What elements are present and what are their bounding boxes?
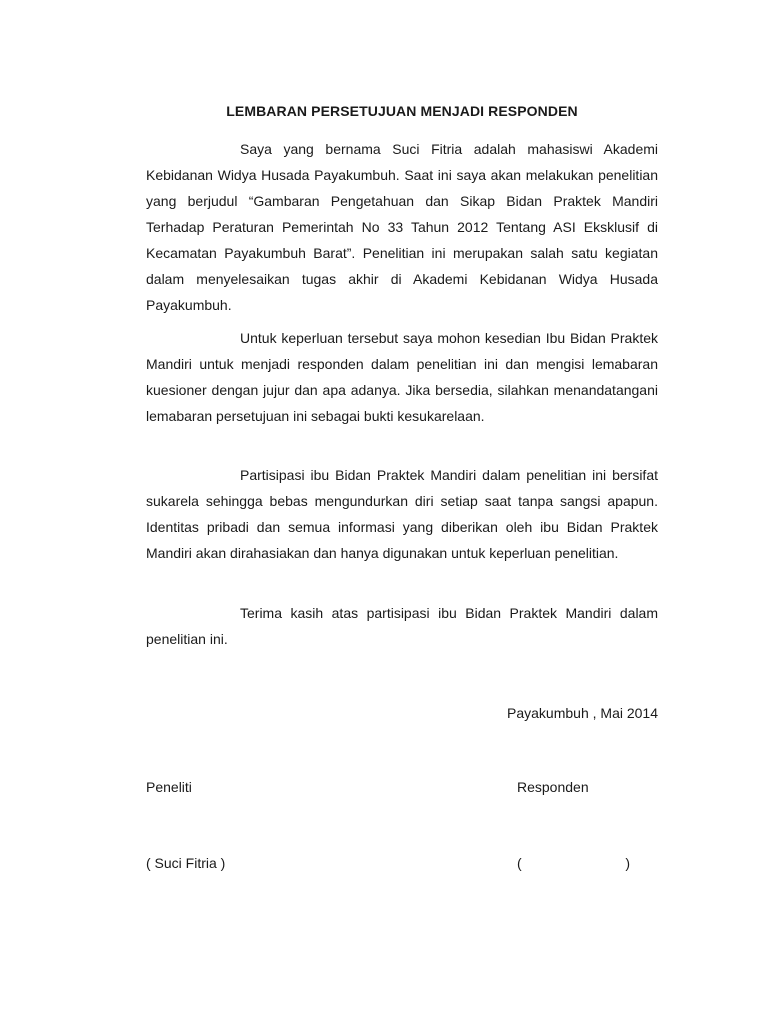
place-and-date: Payakumbuh , Mai 2014 [507,705,658,721]
paragraph-participation: Partisipasi ibu Bidan Praktek Mandiri dalam penelitian ini bersifat sukarela sehingga bebas mengundurkan diri setiap saat tanpa sangsi apapun. Identitas pribadi dan semua informasi yang diberikan oleh ibu Bidan Praktek Mandiri akan dirahasiakan dan hanya digunakan untuk keperluan penelitian. [146,467,658,561]
researcher-label: Peneliti [146,779,192,795]
document-title: LEMBARAN PERSETUJUAN MENJADI RESPONDEN [226,103,578,119]
respondent-open-paren: ( [517,855,522,871]
researcher-name: ( Suci Fitria ) [146,855,226,871]
paragraph-request: Untuk keperluan tersebut saya mohon kesedian Ibu Bidan Praktek Mandiri untuk menjadi responden dalam penelitian ini dan mengisi lemabaran kuesioner dengan jujur dan apa adanya. Jika bersedia, silahkan menandatangani lemabaran persetujuan ini sebagai bukti kesukarelaan. [146,330,658,424]
paragraph-introduction: Saya yang bernama Suci Fitria adalah mahasiswi Akademi Kebidanan Widya Husada Payakumbuh. Saat ini saya akan melakukan penelitian yang berjudul “Gambaran Pengetahuan dan Sikap Bidan Praktek Mandiri Terhadap Peraturan Pemerintah No 33 Tahun 2012 Tentang ASI Eksklusif di Kecamatan Payakumbuh Barat”. Penelitian ini merupakan salah satu kegiatan dalam menyelesaikan tugas akhir di Akademi Kebidanan Widya Husada Payakumbuh. [146,141,658,313]
respondent-label: Responden [517,779,589,795]
paragraph-thanks: Terima kasih atas partisipasi ibu Bidan Praktek Mandiri dalam penelitian ini. [146,605,658,647]
respondent-close-paren: ) [625,855,630,871]
